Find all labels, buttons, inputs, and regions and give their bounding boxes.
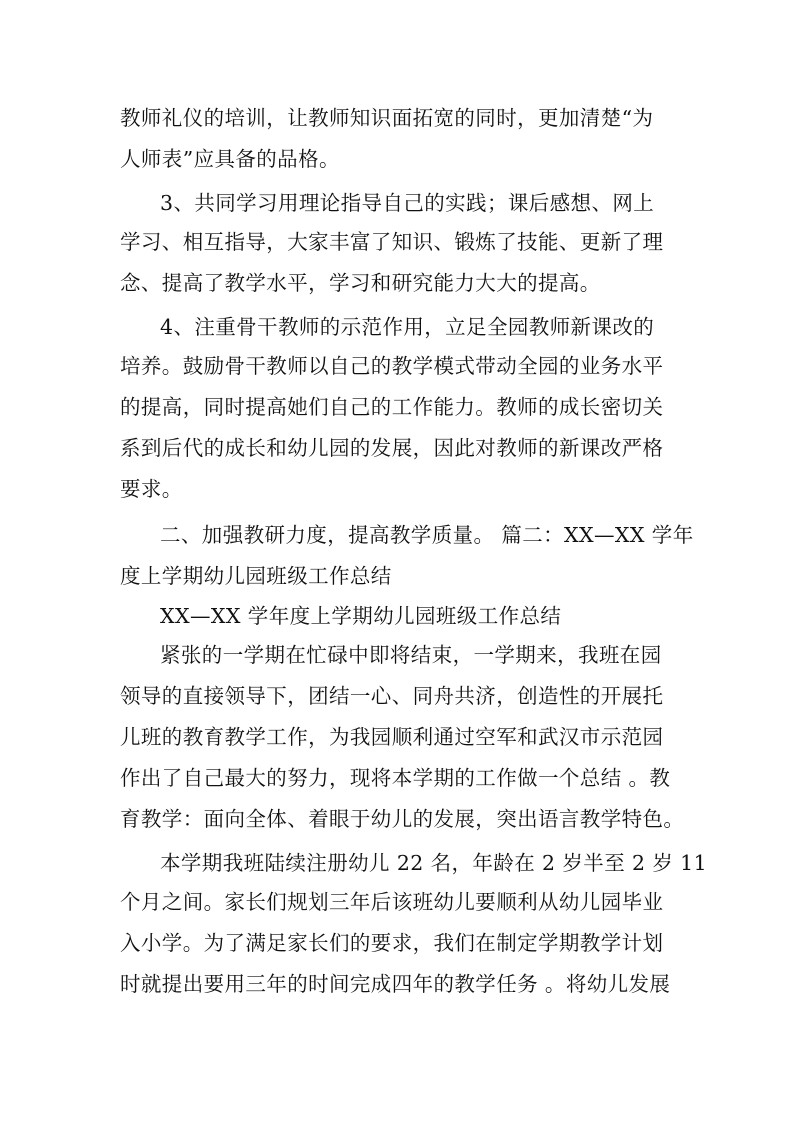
text-line: 人师表”应具备的品格。 (120, 147, 340, 171)
text-line: 培养。鼓励骨干教师以自己的教学模式带动全园的业务水平 (120, 354, 664, 378)
text-line: 的提高，同时提高她们自己的工作能力。教师的成长密切关 (120, 395, 664, 419)
text-line: 入小学。为了满足家长们的要求，我们在制定学期教学计划 (120, 931, 664, 955)
text-line: 作出了自己最大的努力，现将本学期的工作做一个总结 。教 (120, 766, 671, 790)
text-line: 度上学期幼儿园班级工作总结 (120, 564, 392, 588)
text-line: 儿班的教育教学工作，为我园顺利通过空军和武汉市示范园 (120, 725, 664, 749)
paragraph-start: 4、注重骨干教师的示范作用，立足全园教师新课改的 (160, 315, 655, 339)
text-line: 领导的直接领导下，团结一心、同舟共济，创造性的开展托 (120, 684, 664, 708)
text-line: 要求。 (120, 477, 183, 501)
text-line: 时就提出要用三年的时间完成四年的教学任务 。将幼儿发展 (120, 972, 671, 996)
paragraph-start: 紧张的一学期在忙碌中即将结束，一学期来，我班在园 (160, 643, 662, 667)
section-heading: 二、加强教研力度，提高教学质量。 篇二：XX—XX 学年 (160, 523, 694, 547)
text-line: 念、提高了教学水平，学习和研究能力大大的提高。 (120, 271, 601, 295)
text-line: 学习、相互指导，大家丰富了知识、锻炼了技能、更新了理 (120, 230, 664, 254)
text-line: 育教学：面向全体、着眼于幼儿的发展，突出语言教学特色。 (120, 807, 685, 831)
text-line: 系到后代的成长和幼儿园的发展，因此对教师的新课改严格 (120, 436, 664, 460)
article-title: XX—XX 学年度上学期幼儿园班级工作总结 (160, 604, 562, 628)
text-line: 个月之间。家长们规划三年后该班幼儿要顺利从幼儿园毕业 (120, 890, 664, 914)
paragraph-start: 本学期我班陆续注册幼儿 22 名，年龄在 2 岁半至 2 岁 11 (160, 851, 708, 875)
paragraph-start: 3、共同学习用理论指导自己的实践；课后感想、网上 (160, 191, 655, 215)
text-line: 教师礼仪的培训，让教师知识面拓宽的同时，更加清楚“为 (120, 106, 654, 130)
